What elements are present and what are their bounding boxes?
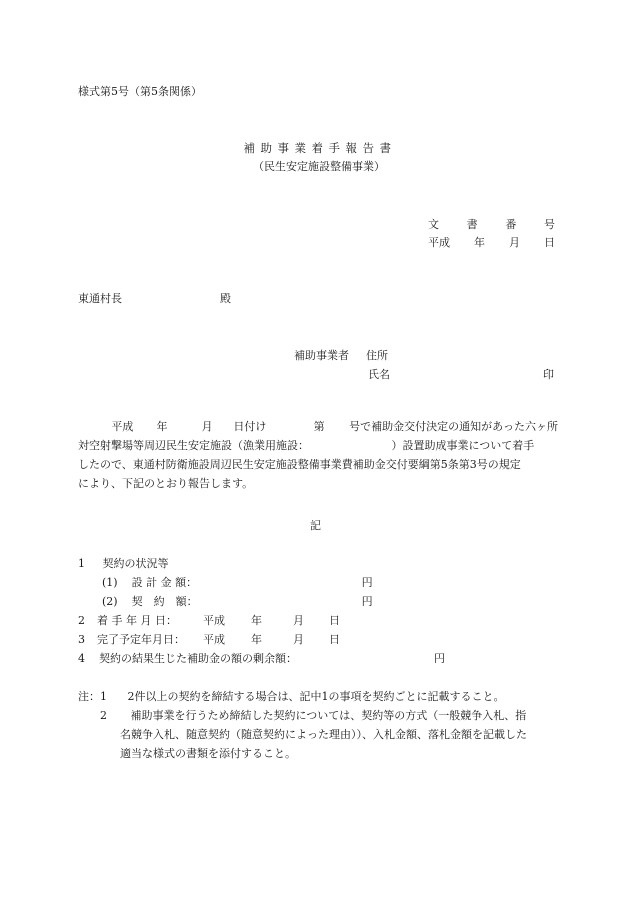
applicant-name-label: 氏名	[368, 368, 390, 381]
item-1-1-label: 設 計 金 額：	[131, 576, 198, 589]
applicant-label: 補助事業者	[294, 349, 349, 362]
body-era: 平成	[111, 420, 134, 433]
item-1-2	[102, 596, 373, 607]
date-year: 年	[474, 236, 485, 249]
item-2-label: 着 手 年 月 日：	[97, 614, 177, 627]
date-month: 月	[509, 236, 520, 249]
body-line-1-rest: 号で補助金交付決定の通知があった六ヶ所	[349, 420, 559, 433]
body-day: 日付け	[233, 420, 267, 433]
item-4	[78, 653, 445, 664]
document-title-text: 補助事業着手報告書	[243, 141, 397, 155]
form-number: 様式第5号（第5条関係）	[78, 85, 202, 98]
body-line-1	[78, 421, 558, 440]
note-2	[78, 710, 558, 729]
item-1	[78, 558, 169, 569]
body-line-2: 対空射撃場等周辺民生安定施設（漁業用施設： ）設置助成事業について着手	[78, 439, 535, 452]
note-2-number: 2	[100, 709, 107, 722]
body-no: 第	[313, 420, 325, 433]
item-3	[78, 634, 340, 645]
addressee-honorific: 殿	[220, 292, 231, 305]
item-2	[78, 615, 340, 626]
note-2-line-3: 適当な様式の書類を添付すること。	[120, 747, 296, 760]
doc-number-char: 書	[466, 218, 478, 231]
note-1	[78, 691, 558, 710]
doc-number-char: 番	[505, 218, 517, 231]
applicant-address-label: 住所	[366, 349, 388, 362]
document-date-field	[428, 237, 555, 248]
item-1-2-number: (2)	[102, 595, 118, 608]
item-2-month: 月	[293, 614, 304, 627]
ki-heading: 記	[310, 519, 321, 532]
document-subtitle: （民生安定施設整備事業）	[253, 160, 385, 173]
date-era: 平成	[428, 236, 450, 249]
seal-mark: 印	[543, 368, 554, 381]
addressee-name: 東通村長	[78, 292, 122, 305]
item-3-year: 年	[251, 633, 262, 646]
item-2-era: 平成	[203, 614, 225, 627]
item-1-1-number: (1)	[102, 576, 118, 589]
item-1-label: 契約の状況等	[102, 557, 169, 570]
body-line-4: により、下記のとおり報告します。	[78, 477, 254, 490]
item-4-label: 契約の結果生じた補助金の額の剰余額：	[99, 652, 297, 665]
item-3-era: 平成	[203, 633, 225, 646]
body-month: 月	[201, 420, 213, 433]
item-4-unit: 円	[434, 652, 445, 665]
doc-number-char: 号	[543, 218, 555, 231]
body-year: 年	[156, 420, 168, 433]
notes-section	[78, 691, 558, 767]
item-4-number: 4	[78, 652, 85, 665]
body-line-3: したので、東通村防衛施設周辺民生安定施設整備事業費補助金交付要綱第5条第3号の規定	[78, 458, 521, 471]
item-1-2-label: 契 約 額：	[131, 595, 198, 608]
date-day: 日	[544, 236, 555, 249]
item-1-1-unit: 円	[361, 576, 373, 589]
note-prefix: 注：1	[78, 690, 107, 703]
note-1-text: 2件以上の契約を締結する場合は、記中1の事項を契約ごとに記載すること。	[127, 690, 505, 703]
doc-number-char: 文	[428, 218, 439, 231]
item-1-2-unit: 円	[361, 595, 373, 608]
item-2-year: 年	[251, 614, 262, 627]
document-number-field	[428, 219, 555, 230]
item-3-label: 完了予定年月日：	[97, 633, 185, 646]
document-title	[0, 143, 630, 155]
item-2-day: 日	[329, 614, 340, 627]
item-2-number: 2	[78, 614, 85, 627]
item-3-day: 日	[329, 633, 340, 646]
item-3-month: 月	[293, 633, 304, 646]
note-2-line-2: 名競争入札、随意契約（随意契約によった理由））、入札金額、落札金額を記載した	[120, 728, 527, 741]
item-3-number: 3	[78, 633, 85, 646]
item-1-1	[102, 577, 373, 588]
item-1-number: 1	[78, 557, 85, 570]
note-2-line-1: 補助事業を行うため締結した契約については、契約等の方式（一般競争入札、指	[130, 709, 527, 722]
body-paragraph	[78, 421, 558, 497]
